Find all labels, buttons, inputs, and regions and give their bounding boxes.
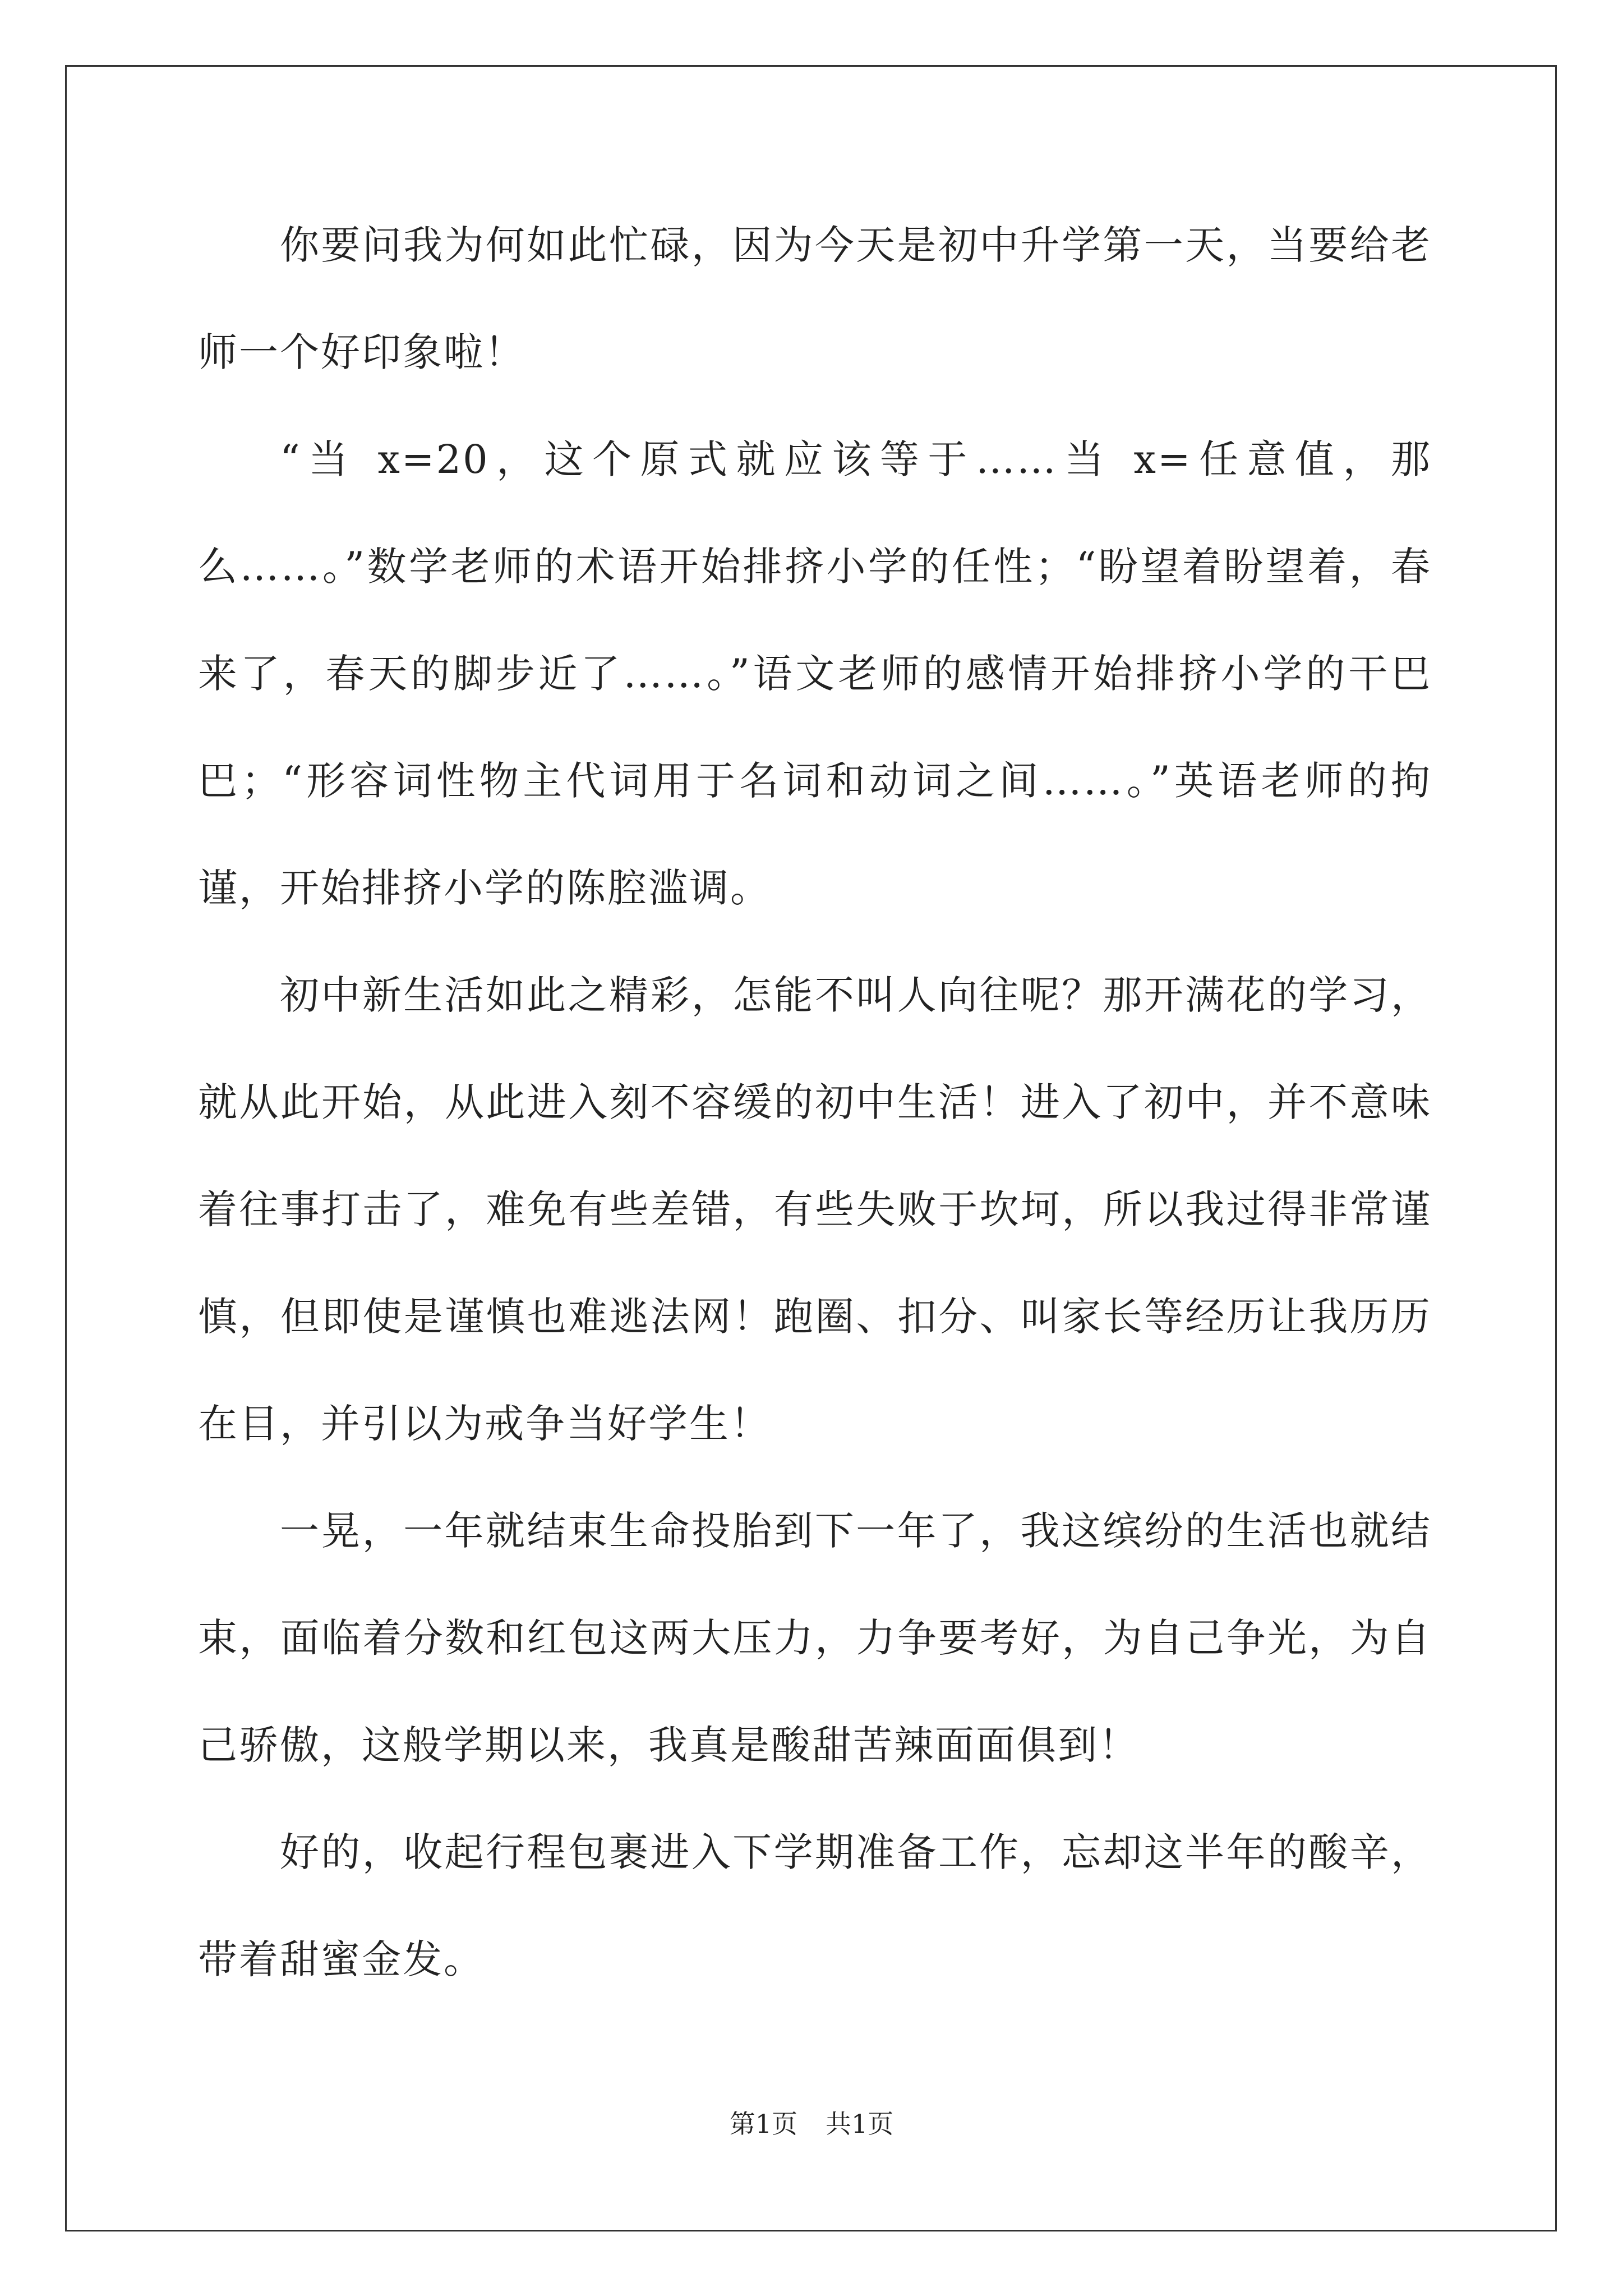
paragraph-4: 一晃，一年就结束生命投胎到下一年了，我这缤纷的生活也就结束，面临着分数和红包这两大压力，力争要考好，为自己争光，为自己骄傲，这般学期以来，我真是酸甜苦辣面面俱到！	[198, 1508, 1432, 1768]
page-number-current: 第1页	[729, 2109, 797, 2139]
paragraph-2: “当 x=20，这个原式就应该等于……当 x=任意值，那么……。”数学老师的术语开始排挤小学的任性；“盼望着盼望着，春来了，春天的脚步近了……。”语文老师的感情开始排挤小学的干巴巴；“形容词性物主代词用于名词和动词之间……。”英语老师的拘谨，开始排挤小学的陈腔滥调。	[198, 436, 1432, 911]
document-body	[198, 192, 1432, 2013]
page-footer	[0, 2104, 1623, 2141]
page-number-total: 共1页	[826, 2109, 894, 2139]
paragraph-5: 好的，收起行程包裹进入下学期准备工作，忘却这半年的酸辛，带着甜蜜金发。	[198, 1829, 1432, 1982]
paragraph-1: 你要问我为何如此忙碌，因为今天是初中升学第一天，当要给老师一个好印象啦！	[198, 222, 1432, 375]
paragraph-3: 初中新生活如此之精彩，怎能不叫人向往呢？那开满花的学习，就从此开始，从此进入刻不容缓的初中生活！进入了初中，并不意味着往事打击了，难免有些差错，有些失败于坎坷，所以我过得非常谨慎，但即使是谨慎也难逃法网！跑圈、扣分、叫家长等经历让我历历在目，并引以为戒争当好学生！	[198, 972, 1432, 1447]
